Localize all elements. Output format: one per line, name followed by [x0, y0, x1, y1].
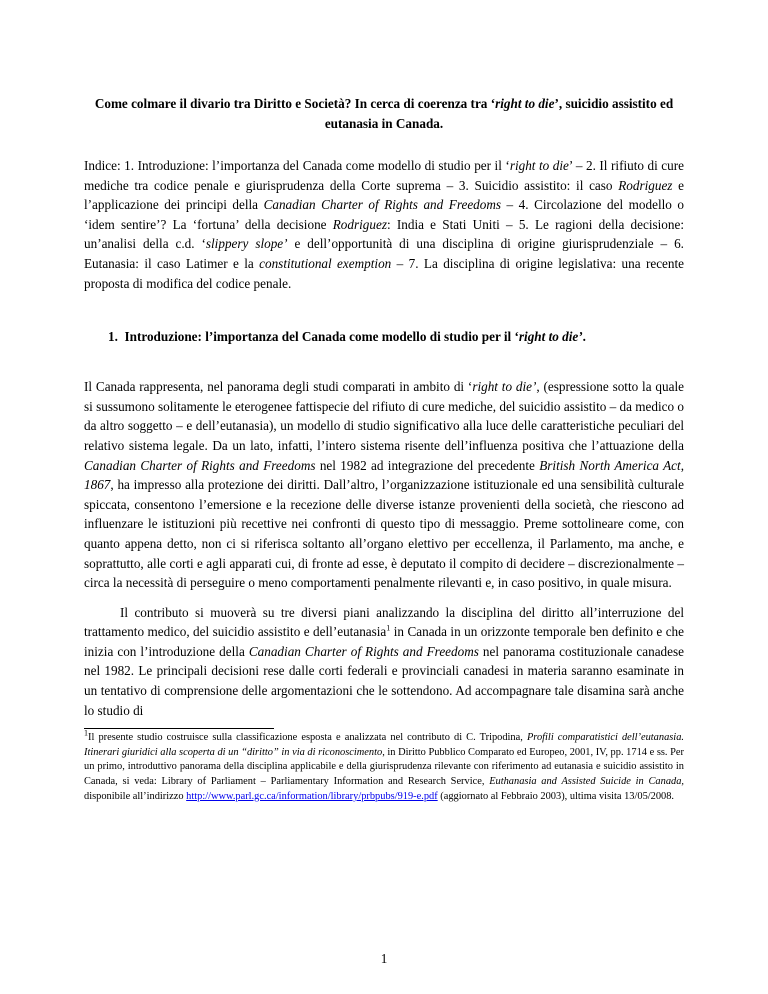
- paragraph-text: , (espressione sotto la quale si sussumono solitamente le eterogenee fattispecie del rifiuto di cure mediche, del suicidio assistito – da medico o da altro soggetto – e dell’eutanasia), un modello di studio significativo alla luce delle caratteristiche peculiari del relativo sistema legale. Da un lato, infatti, l’intero sistema risente dell’influenza positiva che l’attuazione della: [84, 379, 684, 453]
- section-heading-end: .: [582, 329, 586, 345]
- section-heading: [84, 327, 684, 347]
- paragraph-1: [84, 377, 684, 593]
- footnote-marker: 1: [84, 728, 88, 738]
- index-text: e dell’opportunità di una disciplina di origine giurisprudenziale – 6. Eutanasia: il caso Latimer e la: [84, 236, 684, 271]
- index-italic: Canadian Charter of Rights and Freedoms: [263, 197, 502, 213]
- footnote-divider: [84, 728, 274, 729]
- footnote-text: Il presente studio costruisce sulla classificazione esposta e analizzata nel contributo di C. Tripodina,: [88, 732, 527, 744]
- index-text: e l’applicazione dei principi della: [84, 177, 684, 213]
- section-number: 1.: [108, 329, 118, 345]
- index-text: Indice: 1. Introduzione: l’importanza del Canada come modello di studio per il ‘: [84, 158, 510, 173]
- index-text: : India e Stati Uniti – 5. Le ragioni della decisione: un’analisi della c.d. ‘: [84, 216, 684, 252]
- index-italic: right to die: [509, 158, 569, 173]
- index-italic: slippery slope’: [205, 236, 288, 252]
- footnote-italic: Euthanasia and Assisted Suicide in Canada,: [489, 776, 684, 788]
- paragraph-text: Il Canada rappresenta, nel panorama degli studi comparati in ambito di ‘: [84, 379, 473, 395]
- table-of-contents: [84, 156, 684, 293]
- footnote-italic: Profili comparatistici dell’eutanasia. Itinerari giuridici alla scoperta di un “diritto” in via di riconoscimento: [84, 732, 684, 758]
- paragraph-text: Il contributo si muoverà su tre diversi piani analizzando la disciplina del diritto all’interruzione del trattamento medico, del suicidio assistito e dell’eutanasia: [84, 604, 684, 640]
- paragraph-2: [84, 603, 684, 721]
- section-heading-italic: right to die’: [518, 329, 583, 345]
- paragraph-text: ,: [680, 457, 684, 473]
- paragraph-italic: 1867: [84, 477, 111, 493]
- index-italic: constitutional exemption: [259, 255, 392, 271]
- footnote-text: (aggiornato al Febbraio 2003), ultima visita 13/05/2008.: [437, 790, 675, 802]
- paragraph-text: nel 1982 ad integrazione del precedente: [315, 457, 540, 473]
- footnote-text: disponibile all’indirizzo: [84, 790, 187, 802]
- footnote-text: , in Diritto Pubblico Comparato ed Europeo, 2001, IV, pp. 1714 e ss. Per un primo, introduttivo panorama della disciplina applicabile e della giurisprudenza rilevante con riferimento ad eutanasia e suicidio assistito in Canada, si veda: Library of Parliament – Parliamentary Information and Research Service,: [84, 746, 684, 788]
- index-italic: Rodriguez: [618, 177, 673, 193]
- paragraph-text: nel panorama costituzionale canadese nel 1982. Le principali decisioni rese dalle corti federali e provinciali canadesi in materia saranno esaminate in un tentativo di comprensione delle argomentazioni che le sottendono. Ad accompagnare tale disamina sarà anche lo studio di: [84, 643, 684, 718]
- title-text: Come colmare il divario tra Diritto e Società? In cerca di coerenza tra ‘: [94, 96, 496, 111]
- paragraph-italic: Canadian Charter of Rights and Freedoms: [248, 643, 479, 659]
- title-italic: right to die: [495, 96, 555, 111]
- footnote-reference[interactable]: 1: [386, 623, 391, 633]
- index-text: – 7. La disciplina di origine legislativa: una recente proposta di modifica del codice penale.: [84, 255, 685, 291]
- paragraph-text: in Canada in un orizzonte temporale ben definito e che inizia con l’introduzione della: [84, 624, 684, 659]
- document-page: [84, 0, 684, 804]
- paragraph-text: , ha impresso alla protezione dei diritti. Dall’altro, l’organizzazione istituzionale ed una sensibilità culturale spiccata, consentono l’emersione e la recezione delle diverse istanze provenienti della società, che riescono ad influenzare le istituzioni più recettive nei confronti di questo tipo di messaggio. Preme sottolineare come, con quanto appena detto, non ci si riferisca soltanto all’organo elettivo per eccellenza, il Parlamento, ma anche, e soprattutto, alle corti e agli apparati cui, di fronte ad esse, è deputato il compito di decidere – discrezionalmente – circa la necessità di perseguire o meno comportamenti penalmente rilevanti e, in caso positivo, in quale misura.: [84, 477, 684, 591]
- footnote-1: [84, 728, 684, 804]
- title-text-end: ’, suicidio assistito ed eutanasia in Canada.: [324, 96, 674, 131]
- paragraph-italic: British North America Act: [539, 457, 681, 473]
- index-text: ’ – 2. Il rifiuto di cure mediche tra codice penale e giurisprudenza della Corte suprema – 3. Suicidio assistito: il caso: [84, 158, 684, 193]
- document-title: [84, 94, 684, 134]
- index-text: – 4. Circolazione del modello o ‘idem sentire’? La ‘fortuna’ della decisione: [84, 197, 684, 232]
- paragraph-italic: Canadian Charter of Rights and Freedoms: [84, 457, 316, 473]
- index-italic: Rodriguez: [332, 216, 387, 232]
- paragraph-italic: right to die’: [472, 379, 537, 395]
- page-number: 1: [380, 951, 388, 966]
- footnote-link[interactable]: http://www.parl.gc.ca/information/library/prbpubs/919-e.pdf: [186, 790, 438, 802]
- section-heading-text: Introduzione: l’importanza del Canada come modello di studio per il ‘: [124, 329, 519, 345]
